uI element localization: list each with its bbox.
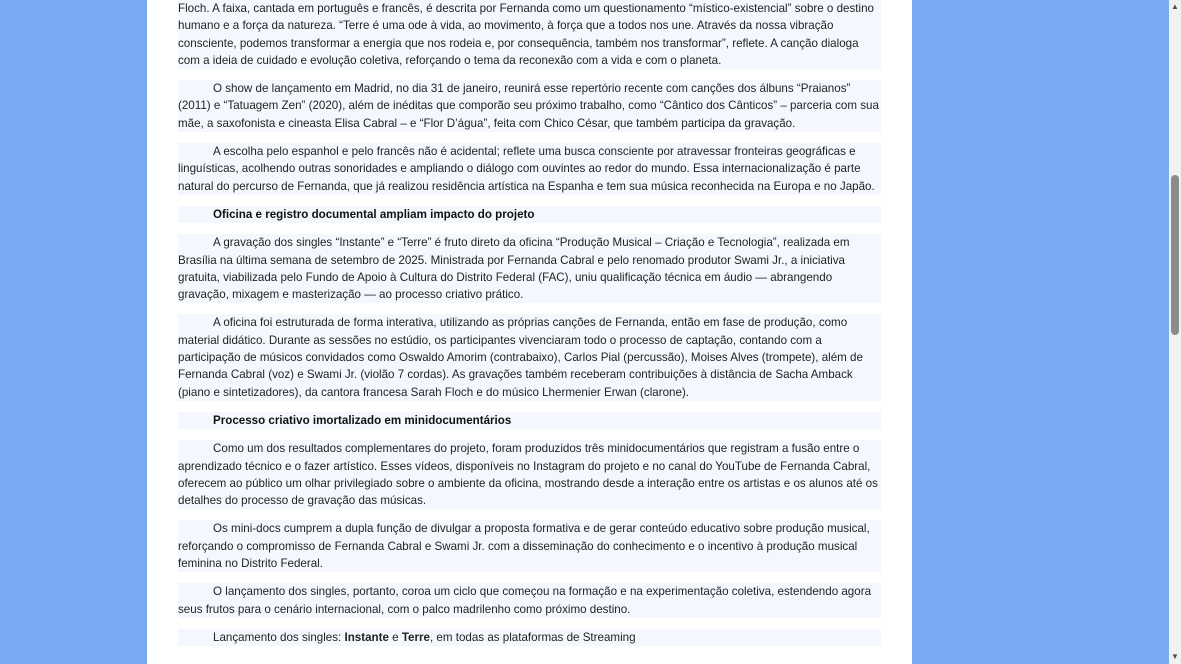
single-title-instante: Instante [344, 630, 389, 644]
section-heading [178, 412, 881, 429]
single-title-terre: Terre [401, 630, 430, 644]
paragraph [178, 520, 881, 572]
paragraph-text: O show de lançamento em Madrid, no dia 31 de janeiro, reunirá esse repertório recente com canções dos álbuns “Praianos” (2011) e “Tatuagem Zen” (2020), além de inéditas que comporão seu próximo trabalho, como “Cântico dos Cânticos” – parceria com sua mãe, a saxofonista e cineasta Elisa Cabral – e “Flor D’água”, feita com Chico César, que também participa da gravação. [178, 82, 879, 130]
paragraph [178, 80, 881, 132]
paragraph-text: A oficina foi estruturada de forma interativa, utilizando as próprias canções de Fernanda, então em fase de produção, como material didático. Durante as sessões no estúdio, os participantes vivenciaram todo o processo de captação, contando com a participação de músicos convidados como Oswaldo Amorim (contrabaixo), Carlos Pial (percussão), Moises Alves (trompete), além de Fernanda Cabral (voz) e Swami Jr. (violão 7 cordas). As gravações também receberam contribuições à distância de Sacha Amback (piano e sintetizadores), da cantora francesa Sarah Floch e do músico Lhermenier Erwan (clarone). [178, 316, 863, 399]
scroll-down-arrow-icon[interactable]: ▼ [1171, 652, 1179, 661]
section-heading-text: Oficina e registro documental ampliam impacto do projeto [213, 207, 535, 221]
paragraph [178, 314, 881, 400]
scroll-up-arrow-icon[interactable]: ▲ [1171, 2, 1179, 11]
paragraph: Floch. A faixa, cantada em português e francês, é descrita por Fernanda como um questionamento “místico-existencial” sobre o destino humano e a força da natureza. “Terre é uma ode à vida, ao movimento, à força que a todos nos une. Através da nossa vibração consciente, podemos transformar a energia que nos rodeia e, por consequência, também nos transformar”, reflete. A canção dialoga com a ideia de cuidado e evolução coletiva, reforçando o tema da reconexão com a vida e com o planeta. [178, 0, 881, 69]
paragraph-text: A escolha pelo espanhol e pelo francês não é acidental; reflete uma busca consciente por atravessar fronteiras geográficas e linguísticas, acolhendo outras sonoridades e ampliando o diálogo com ouvintes ao redor do mundo. Essa internacionalização é parte natural do percurso de Fernanda, que já realizou residência artística na Espanha e tem sua música reconhecida na Europa e no Japão. [178, 145, 875, 193]
release-suffix: , em todas as plataformas de Streaming [429, 630, 636, 644]
section-heading-text: Processo criativo imortalizado em minidocumentários [213, 413, 512, 427]
article-body [178, 0, 881, 657]
paragraph [178, 440, 881, 509]
paragraph-text: Os mini-docs cumprem a dupla função de divulgar a proposta formativa e de gerar conteúdo educativo sobre produção musical, reforçando o compromisso de Fernanda Cabral e Swami Jr. com a disseminação do conhecimento e o incentivo à produção musical feminina no Distrito Federal. [178, 522, 870, 571]
paragraph-text: A gravação dos singles “Instante” e “Terre” é fruto direto da oficina “Produção Musical – Criação e Tecnologia”, realizada em Brasília na última semana de setembro de 2025. Ministrada por Fernanda Cabral e pelo renomado produtor Swami Jr., a iniciativa gratuita, viabilizada pelo Fundo de Apoio à Cultura do Distrito Federal (FAC), uniu qualificação técnica em áudio — abrangendo gravação, mixagem e masterização — ao processo criativo prático. [178, 236, 850, 302]
scrollbar-thumb[interactable] [1171, 175, 1179, 335]
release-prefix: Lançamento dos singles: [213, 630, 345, 644]
paragraph [178, 143, 881, 195]
release-and: e [388, 630, 402, 644]
paragraph-text: Como um dos resultados complementares do projeto, foram produzidos três minidocumentários que registram a fusão entre o aprendizado técnico e o fazer artístico. Esses vídeos, disponíveis no Instagram do projeto e no canal do YouTube de Fernanda Cabral, oferecem ao público um olhar privilegiado sobre o ambiente da oficina, mostrando desde a interação entre os artistas e os alunos até os detalhes do processo de gravação das músicas. [178, 442, 878, 508]
paragraph [178, 234, 881, 303]
paragraph [178, 583, 881, 618]
release-line [178, 629, 881, 646]
vertical-scrollbar[interactable] [1169, 0, 1181, 664]
paragraph-text: O lançamento dos singles, portanto, coroa um ciclo que começou na formação e na experimentação coletiva, estendendo agora seus frutos para o cenário internacional, com o palco madrilenho como próximo destino. [178, 585, 872, 616]
section-heading [178, 206, 881, 223]
article-page [147, 0, 912, 664]
